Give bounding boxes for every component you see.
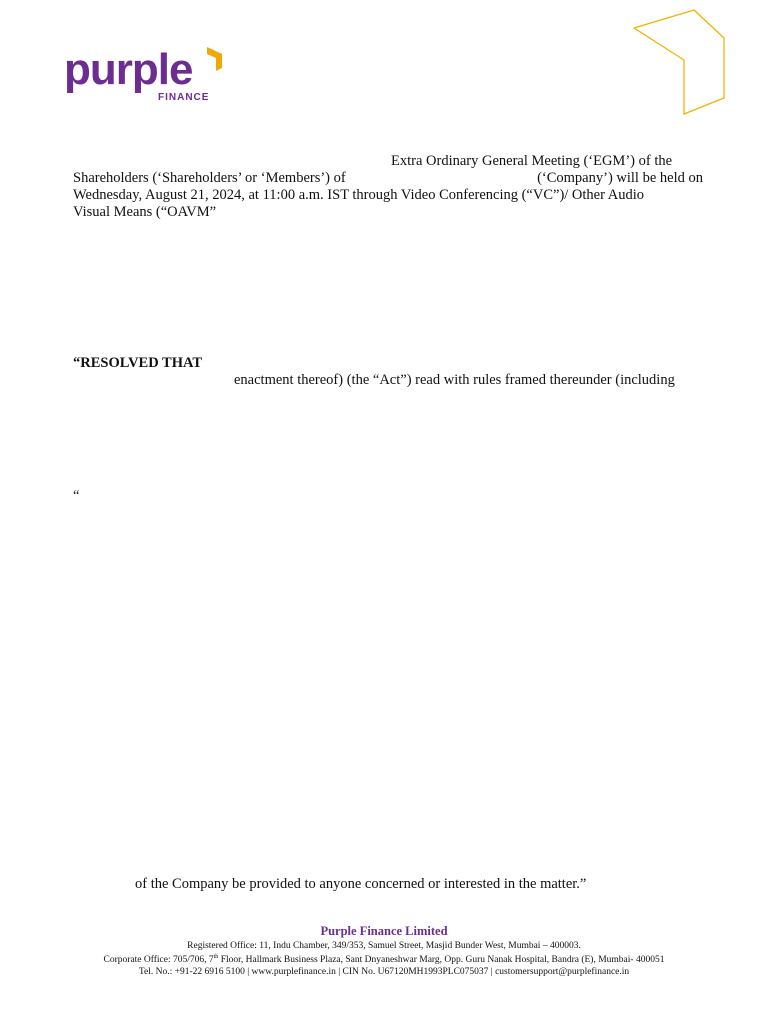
footer-corporate-office-part-a: Corporate Office: 705/706, 7 <box>103 955 214 966</box>
open-quote-mark: “ <box>73 488 80 504</box>
footer-company-name: Purple Finance Limited <box>320 924 448 938</box>
footer-corporate-office-part-b: Floor, Hallmark Business Plaza, Sant Dnyaneshwar Marg, Opp. Guru Nanak Hospital, Bandra (E), Mumbai- 400051 <box>218 955 665 966</box>
logo-subtitle: FINANCE <box>158 92 210 103</box>
corner-outline-icon <box>628 6 728 118</box>
egm-notice-line-2-right: (‘Company’) will be held on <box>537 170 703 186</box>
company-logo <box>64 44 234 108</box>
footer-contact-details: Tel. No.: +91-22 6916 5100 | www.purplefinance.in | CIN No. U67120MH1993PLC075037 | customersupport@purplefinance.in <box>138 967 630 977</box>
egm-notice-line-2-left: Shareholders (‘Shareholders’ or ‘Members’) of <box>73 170 346 186</box>
footer-corporate-office-sup: th <box>213 954 219 960</box>
egm-notice-line-1: Extra Ordinary General Meeting (‘EGM’) of the <box>391 153 673 169</box>
egm-notice-line-3: Wednesday, August 21, 2024, at 11:00 a.m. IST through Video Conferencing (“VC”)/ Other Audio <box>73 187 645 203</box>
resolved-that-heading: “RESOLVED THAT <box>73 355 203 371</box>
logo-chevron-icon <box>204 44 226 78</box>
footer-corporate-office <box>0 954 768 965</box>
footer-registered-office: Registered Office: 11, Indu Chamber, 349/353, Samuel Street, Masjid Bunder West, Mumbai – 400003. <box>187 941 581 951</box>
closing-line: of the Company be provided to anyone concerned or interested in the matter.” <box>135 876 587 892</box>
enactment-line: enactment thereof) (the “Act”) read with rules framed thereunder (including <box>234 372 675 388</box>
egm-notice-line-4: Visual Means (“OAVM” <box>73 204 217 220</box>
egm-notice-line-2 <box>73 170 703 187</box>
logo-wordmark: purple <box>64 45 193 94</box>
